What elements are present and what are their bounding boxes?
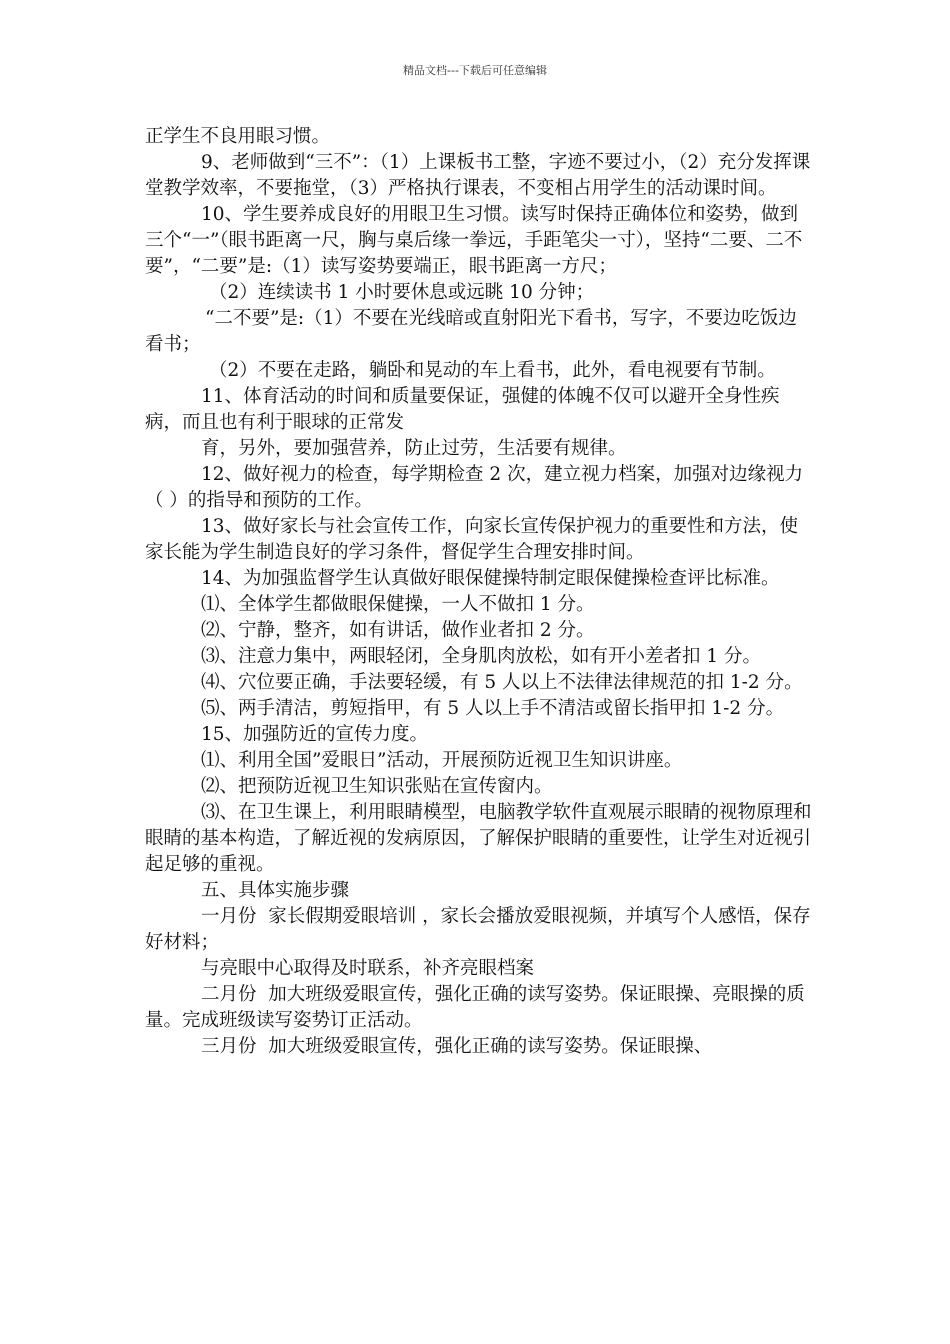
- paragraph: （2）连续读书 1 小时要休息或远眺 10 分钟；: [209, 282, 595, 303]
- list-item: ⑶、注意力集中，两眼轻闭，全身肌肉放松，如有开小差者扣 1 分。: [201, 646, 762, 667]
- paragraph: 12、做好视力的检查，每学期检查 2 次，建立视力档案，加强对边缘视力（ ）的指导和预防的工作。: [145, 464, 804, 511]
- paragraph: 13、做好家长与社会宣传工作，向家长宣传保护视力的重要性和方法，使家长能为学生制造良好的学习条件，督促学生合理安排时间。: [145, 516, 799, 563]
- paragraph: 15、加强防近的宣传力度。: [201, 724, 429, 745]
- list-item: ⑵、宁静，整齐，如有讲话，做作业者扣 2 分。: [201, 620, 595, 641]
- paragraph: 9、老师做到“三不”：（1）上课板书工整，字迹不要过小，（2）充分发挥课堂教学效率，不要拖堂，（3）严格执行课表，不变相占用学生的活动课时间。: [145, 152, 811, 199]
- paragraph: 二月份 加大班级爱眼宣传，强化正确的读写姿势。保证眼操、亮眼操的质量。完成班级读写姿势订正活动。: [145, 984, 805, 1031]
- section-heading: 五、具体实施步骤: [201, 880, 350, 901]
- paragraph: 育，另外，要加强营养，防止过劳，生活要有规律。: [201, 438, 627, 459]
- paragraph: 一月份 家长假期爱眼培训 ，家长会播放爱眼视频，并填写个人感悟，保存好材料；: [145, 906, 811, 953]
- paragraph: “二不要”是:（1）不要在光线暗或直射阳光下看书，写字，不要边吃饭边看书；: [145, 308, 797, 355]
- paragraph: 14、为加强监督学生认真做好眼保健操特制定眼保健操检查评比标准。: [201, 568, 780, 589]
- document-body: [145, 124, 815, 1060]
- list-item: ⑴、利用全国”爱眼日”活动，开展预防近视卫生知识讲座。: [201, 750, 683, 771]
- paragraph: 11、体育活动的时间和质量要保证，强健的体魄不仅可以避开全身性疾病，而且也有利于眼球的正常发: [145, 386, 780, 433]
- list-item: ⑵、把预防近视卫生知识张贴在宣传窗内。: [201, 776, 553, 797]
- paragraph: 三月份 加大班级爱眼宣传，强化正确的读写姿势。保证眼操、: [201, 1036, 713, 1057]
- list-item: ⑶、在卫生课上，利用眼睛模型，电脑教学软件直观展示眼睛的视物原理和眼睛的基本构造，了解近视的发病原因，了解保护眼睛的重要性，让学生对近视引起足够的重视。: [145, 802, 812, 875]
- paragraph: （2）不要在走路，躺卧和晃动的车上看书，此外，看电视要有节制。: [209, 360, 776, 381]
- paragraph: 与亮眼中心取得及时联系，补齐亮眼档案: [201, 958, 535, 979]
- paragraph: 正学生不良用眼习惯。: [145, 126, 331, 147]
- paragraph: 10、学生要养成良好的用眼卫生习惯。读写时保持正确体位和姿势，做到三个“一”（眼书距离一尺，胸与桌后缘一拳远，手距笔尖一寸），坚持“二要、二不要”，“二要”是:（1）读写姿势要端正，眼书距离一方尺；: [145, 204, 803, 277]
- page-header: 精品文档---下载后可任意编辑: [403, 64, 547, 77]
- list-item: ⑴、全体学生都做眼保健操，一人不做扣 1 分。: [201, 594, 595, 615]
- list-item: ⑸、两手清洁，剪短指甲，有 5 人以上手不清洁或留长指甲扣 1-2 分。: [201, 698, 785, 719]
- list-item: ⑷、穴位要正确，手法要轻缓，有 5 人以上不法律法律规范的扣 1-2 分。: [201, 672, 803, 693]
